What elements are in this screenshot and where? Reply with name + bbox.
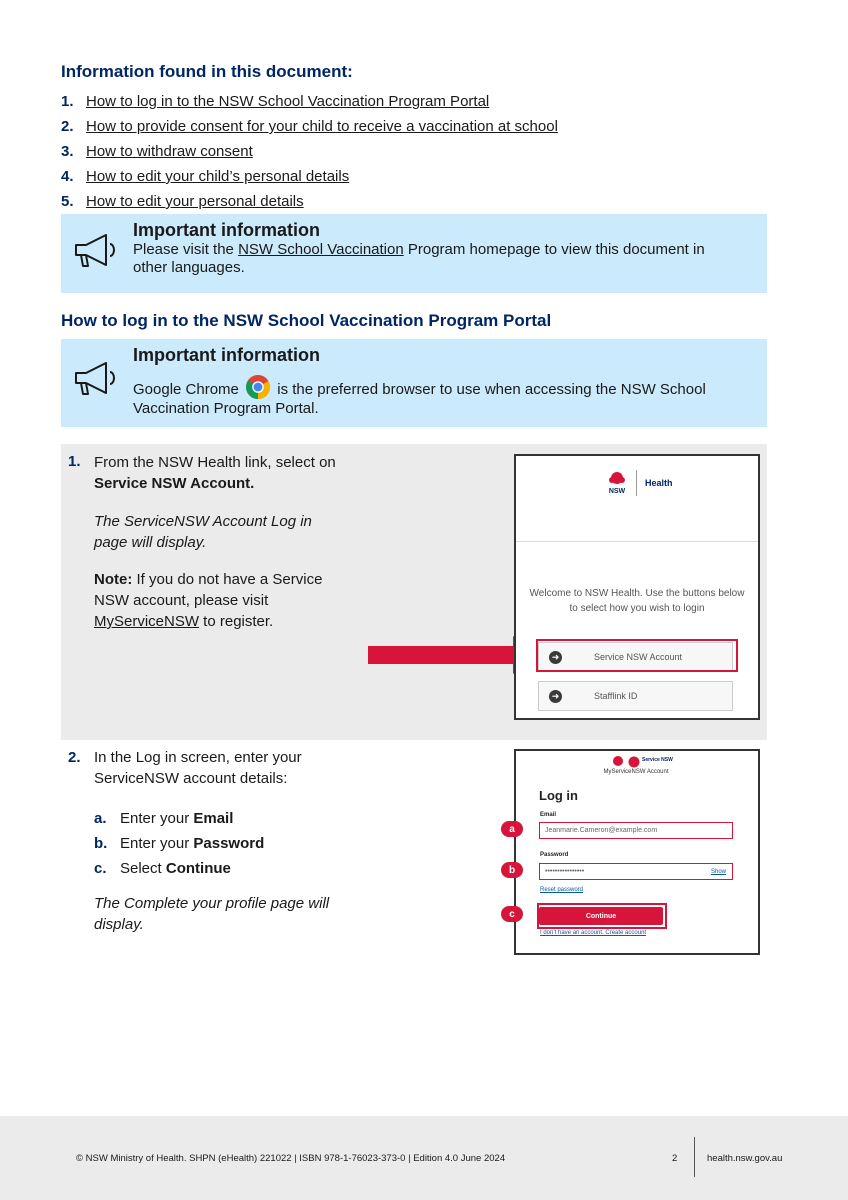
megaphone-icon bbox=[73, 231, 117, 269]
toc-title: Information found in this document: bbox=[61, 62, 353, 81]
service-nsw-login-screenshot bbox=[514, 749, 760, 955]
myservicensw-link[interactable]: MyServiceNSW bbox=[94, 613, 200, 630]
toc-number: 2. bbox=[61, 118, 74, 135]
toc-item[interactable] bbox=[61, 189, 558, 214]
note-label: Note: bbox=[94, 571, 133, 588]
button-label: Stafflink ID bbox=[594, 691, 638, 701]
sub-step-text: Enter your bbox=[120, 835, 190, 852]
toc-link[interactable]: How to edit your child’s personal details bbox=[86, 168, 350, 185]
callout-badge-b: b bbox=[501, 862, 523, 878]
important-info-box bbox=[61, 339, 767, 427]
page-number: 2 bbox=[672, 1153, 678, 1164]
service-nsw-text: Service NSW bbox=[642, 757, 673, 763]
step-number: 2. bbox=[68, 749, 81, 766]
health-wordmark: Health bbox=[645, 478, 673, 488]
step-1-bold: Service NSW Account. bbox=[94, 475, 255, 492]
waratah-icon bbox=[611, 755, 625, 769]
section-heading: How to log in to the NSW School Vaccination Program Portal bbox=[61, 311, 552, 330]
password-label: Password bbox=[540, 852, 569, 858]
arrow-right-icon: ➜ bbox=[549, 690, 562, 703]
sub-step-text: Enter your bbox=[120, 810, 190, 827]
megaphone-icon bbox=[73, 359, 117, 397]
nsw-wordmark: NSW bbox=[608, 488, 626, 495]
logo-divider bbox=[636, 470, 637, 496]
myservicensw-subtitle: MyServiceNSW Account bbox=[603, 769, 669, 775]
step-1-text: From the NSW Health link, select on bbox=[94, 454, 336, 471]
email-value: Jeanmarie.Cameron@example.com bbox=[545, 827, 658, 834]
info-title: Important information bbox=[133, 345, 320, 365]
arrow-right-icon: ➜ bbox=[549, 651, 562, 664]
toc-item[interactable] bbox=[61, 139, 558, 164]
step-1-instruction bbox=[94, 452, 344, 494]
info-title: Important information bbox=[133, 220, 320, 240]
sub-step-text: Select bbox=[120, 860, 162, 877]
welcome-text: Welcome to NSW Health. Use the buttons below to select how you wish to login bbox=[529, 588, 745, 614]
toc-number: 4. bbox=[61, 168, 74, 185]
toc-link[interactable]: How to log in to the NSW School Vaccination Program Portal bbox=[86, 93, 490, 110]
toc-list bbox=[61, 89, 558, 214]
password-value: •••••••••••••••• bbox=[545, 868, 585, 875]
email-field[interactable] bbox=[539, 822, 733, 839]
nsw-health-login-screenshot bbox=[514, 454, 760, 720]
password-field[interactable] bbox=[539, 863, 733, 880]
button-label: Service NSW Account bbox=[594, 652, 683, 662]
step-1-note bbox=[94, 569, 344, 632]
sub-step-letter: a. bbox=[94, 810, 107, 827]
highlight-box bbox=[536, 639, 738, 672]
footer-divider bbox=[694, 1137, 695, 1177]
step-number: 1. bbox=[68, 453, 81, 470]
sub-step bbox=[94, 856, 264, 881]
important-info-box bbox=[61, 214, 767, 293]
callout-badge-a: a bbox=[501, 821, 523, 837]
note-text: If you do not have a Service NSW account, please visit bbox=[94, 571, 323, 609]
info-text bbox=[133, 241, 743, 277]
step-2-sublist bbox=[94, 806, 264, 881]
login-heading: Log in bbox=[539, 788, 578, 803]
highlight-box bbox=[537, 903, 667, 929]
sub-step bbox=[94, 806, 264, 831]
sub-step bbox=[94, 831, 264, 856]
toc-number: 1. bbox=[61, 93, 74, 110]
step-1-result: The ServiceNSW Account Log in page will display. bbox=[94, 513, 312, 551]
sub-step-bold: Continue bbox=[165, 860, 231, 877]
toc-item[interactable] bbox=[61, 89, 558, 114]
info-text-end: is the preferred browser to use when accessing the NSW School Vaccination Program Portal. bbox=[133, 381, 706, 417]
website-link[interactable]: health.nsw.gov.au bbox=[707, 1153, 783, 1164]
sub-step-bold: Email bbox=[193, 810, 234, 827]
waratah-icon bbox=[606, 471, 628, 495]
toc-number: 3. bbox=[61, 143, 74, 160]
step-2-result: The Complete your profile page will display. bbox=[94, 895, 330, 933]
copyright-text: © NSW Ministry of Health. SHPN (eHealth) 221022 | ISBN 978-1-76023-373-0 | Edition 4.0 June 2024 bbox=[76, 1153, 506, 1164]
toc-item[interactable] bbox=[61, 164, 558, 189]
service-nsw-logo-icon bbox=[628, 755, 673, 769]
footer bbox=[0, 1116, 848, 1200]
note-end: to register. bbox=[199, 613, 274, 630]
toc-link[interactable]: How to edit your personal details bbox=[86, 193, 304, 210]
toc-number: 5. bbox=[61, 193, 74, 210]
continue-button[interactable]: Continue bbox=[539, 907, 663, 925]
stafflink-id-button[interactable] bbox=[538, 681, 733, 711]
divider bbox=[516, 541, 758, 542]
chrome-icon bbox=[245, 374, 271, 400]
email-label: Email bbox=[540, 812, 557, 818]
info-text-end: Program homepage to view this document in other languages. bbox=[133, 241, 705, 276]
toc-link[interactable]: How to withdraw consent bbox=[86, 143, 253, 160]
nsw-school-vaccination-link[interactable]: NSW School Vaccination bbox=[238, 241, 404, 258]
info-text-start: Google Chrome bbox=[133, 381, 239, 398]
sub-step-letter: b. bbox=[94, 835, 108, 852]
step-2-instruction: In the Log in screen, enter your ServiceNSW account details: bbox=[94, 749, 302, 787]
info-text bbox=[133, 374, 743, 418]
info-text-start: Please visit the bbox=[133, 241, 239, 258]
sub-step-letter: c. bbox=[94, 860, 107, 877]
reset-password-link[interactable]: Reset password bbox=[540, 887, 584, 893]
create-account-link[interactable]: I don’t have an account. Create account bbox=[540, 930, 647, 936]
service-nsw-logos bbox=[611, 755, 673, 769]
toc-link[interactable]: How to provide consent for your child to receive a vaccination at school bbox=[86, 118, 558, 135]
sub-step-bold: Password bbox=[193, 835, 265, 852]
show-password-link[interactable]: Show bbox=[710, 868, 726, 875]
toc-item[interactable] bbox=[61, 114, 558, 139]
nsw-health-logo bbox=[606, 470, 673, 496]
callout-badge-c: c bbox=[501, 906, 523, 922]
